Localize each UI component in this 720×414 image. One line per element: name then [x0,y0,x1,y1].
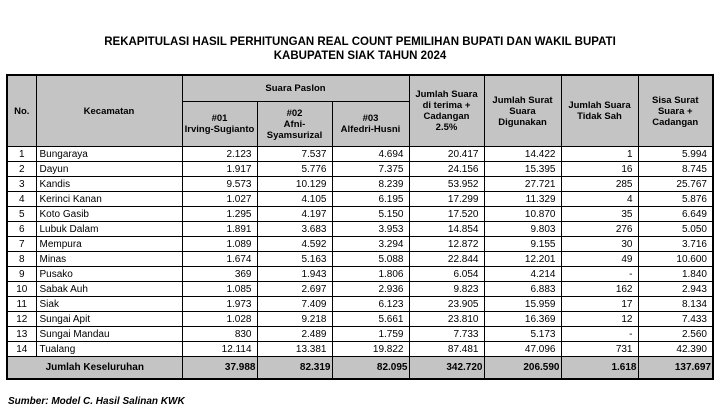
value-cell: 1 [561,147,638,162]
value-cell: 7.433 [638,312,713,327]
row-number-cell: 3 [7,177,36,192]
value-cell: 30 [561,237,638,252]
value-cell: 10.600 [638,252,713,267]
value-cell: 9.823 [409,282,484,297]
paslon-01-name: Irving-Sugianto [184,124,255,135]
value-cell: 1.840 [638,267,713,282]
total-value-cell: 82.095 [332,357,409,380]
value-cell: 49 [561,252,638,267]
table-row [7,237,713,252]
value-cell: 4.592 [257,237,332,252]
total-value-cell: 137.697 [638,357,713,380]
value-cell: 2.489 [257,327,332,342]
value-cell: 15.959 [484,297,561,312]
table-row [7,192,713,207]
value-cell: 4.197 [257,207,332,222]
value-cell: 276 [561,222,638,237]
table-row [7,282,713,297]
value-cell: 4.214 [484,267,561,282]
kecamatan-name-cell: Pusako [36,267,182,282]
value-cell: 9.155 [484,237,561,252]
table-row [7,222,713,237]
value-cell: 5.050 [638,222,713,237]
kecamatan-name-cell: Sabak Auh [36,282,182,297]
total-value-cell: 342.720 [409,357,484,380]
value-cell: 7.733 [409,327,484,342]
value-cell: 830 [182,327,257,342]
total-value-cell: 82.319 [257,357,332,380]
value-cell: 5.173 [484,327,561,342]
value-cell: 12.201 [484,252,561,267]
table-row [7,177,713,192]
col-header-paslon-01 [182,102,257,147]
value-cell: 12.872 [409,237,484,252]
value-cell: 5.150 [332,207,409,222]
total-value-cell: 1.618 [561,357,638,380]
value-cell: 17.520 [409,207,484,222]
value-cell: - [561,327,638,342]
total-value-cell: 206.590 [484,357,561,380]
value-cell: 19.822 [332,342,409,357]
value-cell: 1.759 [332,327,409,342]
table-row [7,147,713,162]
value-cell: 1.028 [182,312,257,327]
col-header-no: No. [7,75,36,147]
value-cell: 35 [561,207,638,222]
col-header-diterima: Jumlah Suara di terima + Cadangan 2.5% [409,75,484,147]
value-cell: 27.721 [484,177,561,192]
value-cell: 8.239 [332,177,409,192]
row-number-cell: 6 [7,222,36,237]
col-header-sisa: Sisa Surat Suara + Cadangan [638,75,713,147]
value-cell: 15.395 [484,162,561,177]
kecamatan-name-cell: Koto Gasib [36,207,182,222]
value-cell: 9.573 [182,177,257,192]
value-cell: 3.683 [257,222,332,237]
value-cell: 285 [561,177,638,192]
value-cell: 3.294 [332,237,409,252]
page-title-line2: KABUPATEN SIAK TAHUN 2024 [273,50,447,62]
table-body [7,147,713,357]
value-cell: 13.381 [257,342,332,357]
value-cell: 3.716 [638,237,713,252]
value-cell: 369 [182,267,257,282]
col-header-digunakan: Jumlah Surat Suara Digunakan [484,75,561,147]
row-number-cell: 12 [7,312,36,327]
value-cell: 5.776 [257,162,332,177]
value-cell: 24.156 [409,162,484,177]
value-cell: 5.994 [638,147,713,162]
row-number-cell: 10 [7,282,36,297]
table-row [7,162,713,177]
value-cell: 1.674 [182,252,257,267]
value-cell: 7.375 [332,162,409,177]
col-header-paslon-02 [257,102,332,147]
value-cell: 23.905 [409,297,484,312]
value-cell: 4.694 [332,147,409,162]
value-cell: 12 [561,312,638,327]
value-cell: 6.649 [638,207,713,222]
paslon-02-number: #02 [286,107,303,119]
value-cell: 16.369 [484,312,561,327]
source-note: Sumber: Model C. Hasil Salinan KWK [8,396,185,407]
value-cell: 87.481 [409,342,484,357]
value-cell: 10.870 [484,207,561,222]
value-cell: 11.329 [484,192,561,207]
value-cell: 4.105 [257,192,332,207]
kecamatan-name-cell: Kerinci Kanan [36,192,182,207]
value-cell: 162 [561,282,638,297]
value-cell: 6.054 [409,267,484,282]
value-cell: 22.844 [409,252,484,267]
col-header-paslon-03 [332,102,409,147]
value-cell: 1.973 [182,297,257,312]
table-row [7,252,713,267]
value-cell: 1.085 [182,282,257,297]
kecamatan-name-cell: Dayun [36,162,182,177]
value-cell: 7.537 [257,147,332,162]
row-number-cell: 8 [7,252,36,267]
row-number-cell: 13 [7,327,36,342]
header-row-1 [7,75,713,102]
kecamatan-name-cell: Sungai Apit [36,312,182,327]
value-cell: 1.089 [182,237,257,252]
row-number-cell: 5 [7,207,36,222]
value-cell: 12.114 [182,342,257,357]
value-cell: 5.088 [332,252,409,267]
value-cell: 25.767 [638,177,713,192]
table-row [7,297,713,312]
recap-table [6,74,714,380]
value-cell: 8.134 [638,297,713,312]
value-cell: 9.803 [484,222,561,237]
value-cell: 1.917 [182,162,257,177]
total-value-cell: 37.988 [182,357,257,380]
kecamatan-name-cell: Tualang [36,342,182,357]
paslon-03-number: #03 [362,113,379,124]
value-cell: 6.123 [332,297,409,312]
value-cell: 23.810 [409,312,484,327]
value-cell: 5.163 [257,252,332,267]
value-cell: 17 [561,297,638,312]
table-footer [7,357,713,380]
col-header-suara-paslon: Suara Paslon [182,75,409,102]
kecamatan-name-cell: Sungai Mandau [36,327,182,342]
value-cell: 20.417 [409,147,484,162]
row-number-cell: 7 [7,237,36,252]
table-header [7,75,713,147]
value-cell: 16 [561,162,638,177]
page-title [0,0,720,63]
paslon-02-name: Afni-Syamsurizal [266,118,323,141]
kecamatan-name-cell: Kandis [36,177,182,192]
value-cell: 2.123 [182,147,257,162]
paslon-01-number: #01 [211,113,228,124]
value-cell: 1.891 [182,222,257,237]
value-cell: 14.854 [409,222,484,237]
kecamatan-name-cell: Minas [36,252,182,267]
value-cell: 2.697 [257,282,332,297]
value-cell: 1.295 [182,207,257,222]
page-title-line1: REKAPITULASI HASIL PERHITUNGAN REAL COUNT PEMILIHAN BUPATI DAN WAKIL BUPATI [104,36,616,48]
value-cell: - [561,267,638,282]
value-cell: 2.560 [638,327,713,342]
value-cell: 1.027 [182,192,257,207]
value-cell: 9.218 [257,312,332,327]
row-number-cell: 11 [7,297,36,312]
value-cell: 731 [561,342,638,357]
value-cell: 7.409 [257,297,332,312]
total-row [7,357,713,380]
table-row [7,342,713,357]
paslon-03-name: Alfedri-Husni [340,124,401,135]
col-header-tidak-sah: Jumlah Suara Tidak Sah [561,75,638,147]
value-cell: 14.422 [484,147,561,162]
kecamatan-name-cell: Siak [36,297,182,312]
row-number-cell: 9 [7,267,36,282]
value-cell: 42.390 [638,342,713,357]
table-row [7,207,713,222]
value-cell: 2.936 [332,282,409,297]
table-row [7,312,713,327]
value-cell: 17.299 [409,192,484,207]
value-cell: 8.745 [638,162,713,177]
value-cell: 47.096 [484,342,561,357]
row-number-cell: 1 [7,147,36,162]
value-cell: 5.876 [638,192,713,207]
value-cell: 6.883 [484,282,561,297]
kecamatan-name-cell: Lubuk Dalam [36,222,182,237]
kecamatan-name-cell: Bungaraya [36,147,182,162]
value-cell: 1.943 [257,267,332,282]
row-number-cell: 14 [7,342,36,357]
col-header-kecamatan: Kecamatan [36,75,182,147]
table-row [7,267,713,282]
value-cell: 53.952 [409,177,484,192]
value-cell: 6.195 [332,192,409,207]
value-cell: 2.943 [638,282,713,297]
value-cell: 1.806 [332,267,409,282]
value-cell: 3.953 [332,222,409,237]
kecamatan-name-cell: Mempura [36,237,182,252]
row-number-cell: 2 [7,162,36,177]
total-label: Jumlah Keseluruhan [7,357,182,380]
value-cell: 4 [561,192,638,207]
value-cell: 5.661 [332,312,409,327]
value-cell: 10.129 [257,177,332,192]
table-row [7,327,713,342]
row-number-cell: 4 [7,192,36,207]
